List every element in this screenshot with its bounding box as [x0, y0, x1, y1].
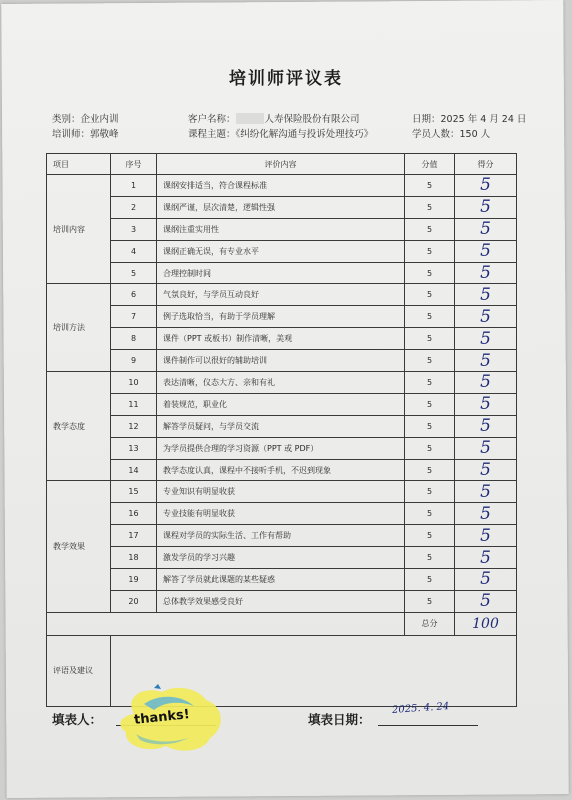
item-points: 5	[405, 175, 455, 197]
item-score[interactable]: 5	[455, 328, 517, 350]
item-score[interactable]: 5	[455, 525, 517, 547]
item-score[interactable]: 5	[455, 218, 517, 240]
category-label: 类别：企业内训	[52, 114, 119, 125]
item-text: 解答学员疑问，与学员交流	[157, 415, 405, 437]
table-row	[47, 350, 517, 372]
item-number: 12	[111, 415, 157, 437]
item-points: 5	[405, 437, 455, 459]
fill-date-line[interactable]	[378, 725, 478, 726]
item-number: 10	[111, 372, 157, 394]
table-row	[47, 525, 517, 547]
section-name: 教学态度	[47, 372, 111, 481]
total-score[interactable]: 100	[455, 612, 517, 635]
course-label: 课程主题：《纠纷化解沟通与投诉处理技巧》	[188, 129, 374, 140]
item-score[interactable]: 5	[455, 240, 517, 262]
total-label: 总分	[405, 612, 455, 635]
trainer-label: 培训师：郭敬峰	[52, 129, 119, 140]
item-score[interactable]: 5	[455, 262, 517, 284]
item-points: 5	[405, 393, 455, 415]
table-row	[47, 306, 517, 328]
item-score[interactable]: 5	[455, 175, 517, 197]
table-row	[47, 481, 517, 503]
thanks-sticker-text: thanks!	[133, 707, 191, 728]
item-points: 5	[405, 525, 455, 547]
fill-date-handwritten: 2025. 4. 24	[391, 701, 450, 716]
redaction-block	[236, 113, 264, 124]
item-text: 课件（PPT 或板书）制作清晰，美观	[157, 328, 405, 350]
item-points: 5	[405, 569, 455, 591]
client-prefix: 客户名称：	[188, 114, 236, 125]
item-text: 合理控制时间	[157, 262, 405, 284]
item-points: 5	[405, 218, 455, 240]
table-row	[47, 175, 517, 197]
item-points: 5	[405, 284, 455, 306]
item-score[interactable]: 5	[455, 547, 517, 569]
total-spacer	[47, 612, 405, 635]
item-text: 专业知识有明显收获	[157, 481, 405, 503]
item-number: 5	[111, 262, 157, 284]
fill-date-label: 填表日期：	[308, 712, 371, 727]
item-text: 课纲安排适当，符合课程标准	[157, 175, 405, 197]
table-row	[47, 196, 517, 218]
item-number: 9	[111, 350, 157, 372]
item-number: 15	[111, 481, 157, 503]
section-name: 培训内容	[47, 175, 111, 284]
form-title: 培训师评议表	[229, 69, 343, 89]
table-row	[47, 503, 517, 525]
item-number: 11	[111, 393, 157, 415]
item-score[interactable]: 5	[455, 372, 517, 394]
item-text: 课纲严谨，层次清楚，逻辑性强	[157, 196, 405, 218]
item-text: 课件制作可以很好的辅助培训	[157, 350, 405, 372]
date-label: 日期：2025 年 4 月 24 日	[412, 114, 527, 125]
header-number: 序号	[111, 154, 157, 175]
item-score[interactable]: 5	[455, 503, 517, 525]
item-number: 7	[111, 306, 157, 328]
item-text: 为学员提供合理的学习资源（PPT 或 PDF）	[157, 437, 405, 459]
item-score[interactable]: 5	[455, 306, 517, 328]
table-row	[47, 393, 517, 415]
item-points: 5	[405, 328, 455, 350]
item-points: 5	[405, 240, 455, 262]
evaluation-table	[46, 153, 517, 707]
item-number: 2	[111, 196, 157, 218]
table-row	[47, 590, 517, 612]
item-score[interactable]: 5	[455, 590, 517, 612]
table-body	[47, 175, 517, 707]
item-number: 18	[111, 547, 157, 569]
table-row	[47, 240, 517, 262]
item-number: 14	[111, 459, 157, 481]
header-points: 分值	[405, 154, 455, 175]
item-text: 表达清晰，仪态大方、亲和有礼	[157, 372, 405, 394]
client-name	[188, 111, 360, 125]
item-number: 6	[111, 284, 157, 306]
item-score[interactable]: 5	[455, 393, 517, 415]
table-row	[47, 437, 517, 459]
item-points: 5	[405, 372, 455, 394]
item-score[interactable]: 5	[455, 459, 517, 481]
item-number: 3	[111, 218, 157, 240]
item-text: 专业技能有明显收获	[157, 503, 405, 525]
item-text: 着装规范，职业化	[157, 393, 405, 415]
table-row	[47, 284, 517, 306]
item-score[interactable]: 5	[455, 569, 517, 591]
item-score[interactable]: 5	[455, 415, 517, 437]
item-number: 19	[111, 569, 157, 591]
table-row	[47, 415, 517, 437]
item-points: 5	[405, 350, 455, 372]
item-points: 5	[405, 196, 455, 218]
table-row	[47, 262, 517, 284]
table-header-row	[47, 154, 517, 175]
table-row	[47, 569, 517, 591]
item-points: 5	[405, 306, 455, 328]
item-points: 5	[405, 415, 455, 437]
item-text: 课纲正确无误，有专业水平	[157, 240, 405, 262]
item-text: 课纲注重实用性	[157, 218, 405, 240]
table-row	[47, 459, 517, 481]
item-number: 17	[111, 525, 157, 547]
item-points: 5	[405, 459, 455, 481]
header-category: 项目	[47, 154, 111, 175]
item-text: 激发学员的学习兴趣	[157, 547, 405, 569]
item-number: 1	[111, 175, 157, 197]
item-text: 例子选取恰当，有助于学员理解	[157, 306, 405, 328]
table-row	[47, 547, 517, 569]
item-text: 解答了学员就此课题的某些疑惑	[157, 569, 405, 591]
item-score[interactable]: 5	[455, 350, 517, 372]
item-text: 教学态度认真，课程中不接听手机，不迟到现象	[157, 459, 405, 481]
item-points: 5	[405, 262, 455, 284]
item-score[interactable]: 5	[455, 481, 517, 503]
section-name: 教学效果	[47, 481, 111, 612]
students-label: 学员人数：150 人	[412, 129, 491, 140]
item-number: 4	[111, 240, 157, 262]
table-row	[47, 328, 517, 350]
item-points: 5	[405, 547, 455, 569]
item-points: 5	[405, 590, 455, 612]
table-row	[47, 372, 517, 394]
client-name-text: 人寿保险股份有限公司	[264, 114, 360, 125]
filler-label: 填表人：	[52, 712, 103, 727]
item-text: 课程对学员的实际生活、工作有帮助	[157, 525, 405, 547]
item-text: 总体教学效果感受良好	[157, 590, 405, 612]
item-text: 气氛良好，与学员互动良好	[157, 284, 405, 306]
item-number: 8	[111, 328, 157, 350]
item-score[interactable]: 5	[455, 196, 517, 218]
item-points: 5	[405, 503, 455, 525]
total-row	[47, 612, 517, 635]
section-name: 培训方法	[47, 284, 111, 372]
item-number: 13	[111, 437, 157, 459]
header-content: 评价内容	[157, 154, 405, 175]
item-points: 5	[405, 481, 455, 503]
header-score: 得分	[455, 154, 517, 175]
item-score[interactable]: 5	[455, 284, 517, 306]
item-number: 20	[111, 590, 157, 612]
item-score[interactable]: 5	[455, 437, 517, 459]
comments-label: 评语及建议	[47, 635, 111, 706]
item-number: 16	[111, 503, 157, 525]
table-row	[47, 218, 517, 240]
